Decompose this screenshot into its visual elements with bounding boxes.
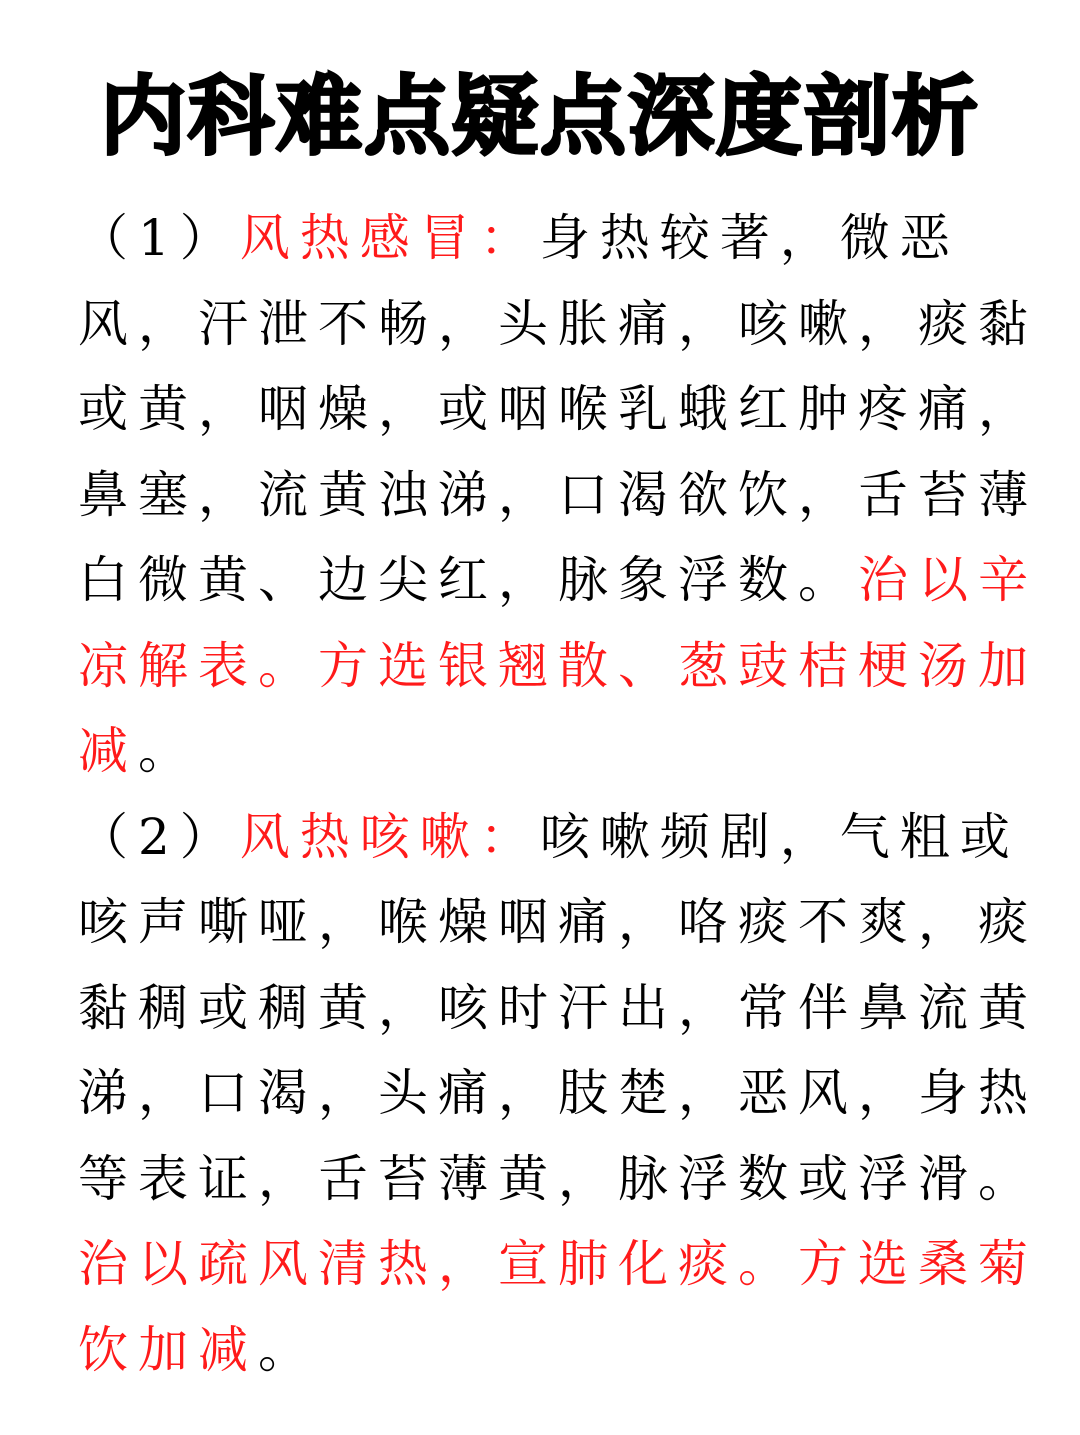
section-heading: 风热咳嗽： <box>239 807 540 866</box>
section-body: 咳嗽频剧，气粗或咳声嘶哑，喉燥咽痛，咯痰不爽，痰黏稠或稠黄，咳时汗出，常伴鼻流黄涕，口渴，头痛，肢楚，恶风，身热等表证，舌苔薄黄，脉浮数或浮滑。 <box>78 807 1038 1208</box>
section-body: 身热较著，微恶风，汗泄不畅，头胀痛，咳嗽，痰黏或黄，咽燥，或咽喉乳蛾红肿疼痛，鼻塞，流黄浊涕，口渴欲饮，舌苔薄白微黄、边尖红，脉象浮数。 <box>78 209 1038 609</box>
section-number: （2） <box>78 807 240 866</box>
article-body <box>78 196 1044 1393</box>
section-end-mark: 。 <box>138 722 198 780</box>
section-end-mark: 。 <box>258 1320 318 1379</box>
section-treatment: 治以疏风清热，宣肺化痰。方选桑菊饮加减 <box>78 1235 1038 1379</box>
section-1 <box>78 196 1044 795</box>
section-number: （1） <box>78 209 240 267</box>
page-title: 内科难点疑点深度剖析 <box>100 67 980 167</box>
section-treatment: 治以辛凉解表。方选银翘散、葱豉桔梗汤加减 <box>78 551 1038 780</box>
section-2 <box>78 795 1044 1394</box>
section-heading: 风热感冒： <box>239 209 540 267</box>
